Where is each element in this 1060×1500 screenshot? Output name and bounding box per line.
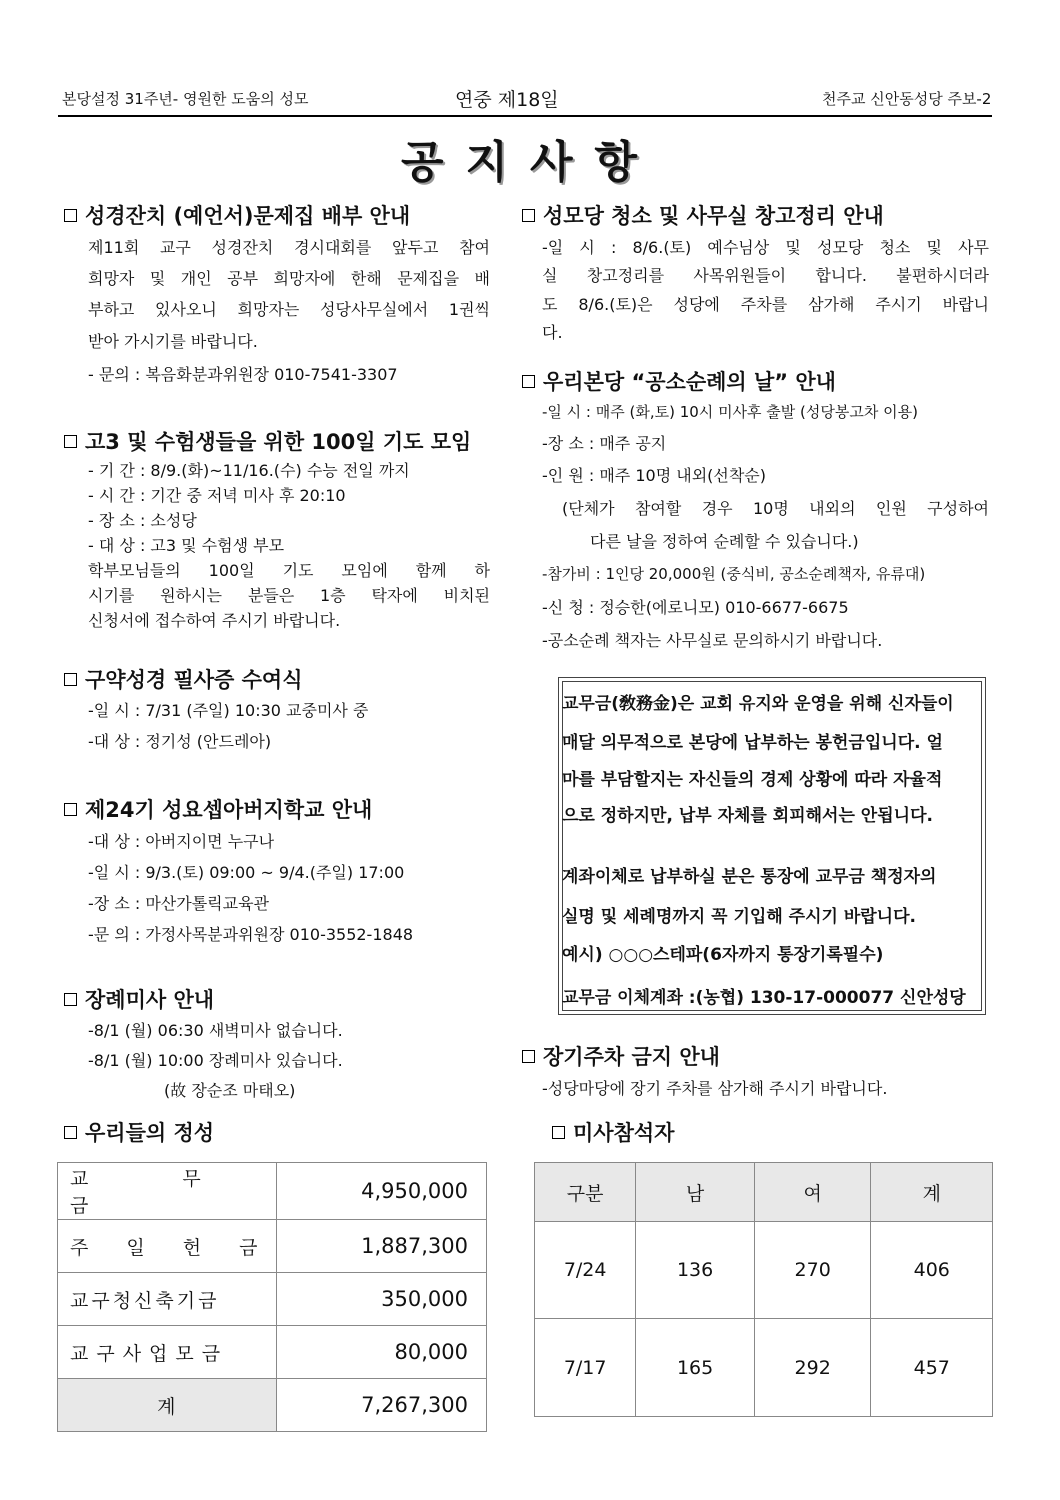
text-line: - 대 상 : 고3 및 수험생 부모 xyxy=(88,536,285,555)
text-line: 제11회 교구 성경잔치 경시대회를 앞두고 참여 xyxy=(88,238,490,257)
table-cell: 136 xyxy=(636,1222,755,1319)
text-line: -대 상 : 정기성 (안드레아) xyxy=(88,732,272,751)
text-line: -공소순례 책자는 사무실로 문의하시기 바랍니다. xyxy=(542,631,883,650)
text-line: -8/1 (월) 10:00 장례미사 있습니다. xyxy=(88,1051,343,1070)
text-line: 학부모님들의 100일 기도 모임에 함께 하 xyxy=(88,561,490,580)
section-title: 고3 및 수험생들을 위한 100일 기도 모임 xyxy=(64,426,471,456)
table-row xyxy=(58,1326,487,1379)
text-line: - 문의 : 복음화분과위원장 010-7541-3307 xyxy=(88,365,398,384)
text-line: -참가비 : 1인당 20,000원 (중식비, 공소순례책자, 유류대) xyxy=(542,565,926,583)
checkbox-icon xyxy=(522,1050,535,1063)
text-line: -성당마당에 장기 주차를 삼가해 주시기 바랍니다. xyxy=(542,1079,888,1098)
text-line: 시기를 원하시는 분들은 1층 탁자에 비치된 xyxy=(88,586,490,605)
table-cell: 457 xyxy=(871,1319,993,1417)
page-title: 공지사항 xyxy=(400,137,659,188)
text-line: -일 시 : 7/31 (주일) 10:30 교중미사 중 xyxy=(88,701,369,720)
offering-total-value: 7,267,300 xyxy=(276,1379,487,1432)
table-cell: 7/17 xyxy=(535,1319,636,1417)
table-row xyxy=(58,1220,487,1273)
offering-label: 교구청신축기금 xyxy=(58,1273,277,1326)
offering-value: 1,887,300 xyxy=(276,1220,487,1273)
text-line: (단체가 참여할 경우 10명 내외의 인원 구성하여 xyxy=(562,499,989,518)
column-header: 구분 xyxy=(535,1163,636,1222)
donation-line: 마를 부담할지는 자신들의 경제 상황에 따라 자율적 xyxy=(562,770,943,790)
checkbox-icon xyxy=(64,1126,77,1139)
donation-line: 으로 정하지만, 납부 자체를 회피해서는 안됩니다. xyxy=(562,806,933,826)
table-row xyxy=(535,1319,993,1417)
offering-label: 교 무 금 xyxy=(58,1163,277,1220)
donation-line: 매달 의무적으로 본당에 납부하는 봉헌금입니다. 얼 xyxy=(562,733,943,753)
column-header: 계 xyxy=(871,1163,993,1222)
text-line: 다. xyxy=(542,323,563,342)
table-cell: 165 xyxy=(636,1319,755,1417)
text-line: (故 장순조 마태오) xyxy=(164,1081,296,1100)
text-line: 부하고 있사오니 희망자는 성당사무실에서 1권씩 xyxy=(88,300,490,319)
checkbox-icon xyxy=(64,209,77,222)
section-title: 제24기 성요셉아버지학교 안내 xyxy=(64,794,372,824)
offering-label: 교구사업모금 xyxy=(58,1326,277,1379)
attendance-title: 미사참석자 xyxy=(552,1117,674,1147)
text-line: -8/1 (월) 06:30 새벽미사 없습니다. xyxy=(88,1021,343,1040)
text-line: -문 의 : 가정사목분과위원장 010-3552-1848 xyxy=(88,925,414,944)
offering-label: 주 일 헌 금 xyxy=(58,1220,277,1273)
offering-value: 4,950,000 xyxy=(276,1163,487,1220)
offerings-title: 우리들의 정성 xyxy=(64,1117,214,1147)
checkbox-icon xyxy=(522,209,535,222)
section-title: 우리본당 “공소순례의 날” 안내 xyxy=(522,366,836,396)
text-line: -인 원 : 매주 10명 내외(선착순) xyxy=(542,466,766,485)
section-title: 장례미사 안내 xyxy=(64,984,214,1014)
column-header: 남 xyxy=(636,1163,755,1222)
section-title: 성모당 청소 및 사무실 창고정리 안내 xyxy=(522,200,884,230)
text-line: -대 상 : 아버지이면 누구나 xyxy=(88,832,275,851)
donation-line: 실명 및 세례명까지 꼭 기입해 주시기 바랍니다. xyxy=(562,907,916,927)
text-line: 희망자 및 개인 공부 희망자에 한해 문제집을 배 xyxy=(88,269,490,288)
header-right: 천주교 신안동성당 주보-2 xyxy=(822,90,992,108)
table-header-row xyxy=(535,1163,993,1222)
text-line: 받아 가시기를 바랍니다. xyxy=(88,332,258,351)
text-line: - 기 간 : 8/9.(화)~11/16.(수) 수능 전일 까지 xyxy=(88,461,410,480)
offering-value: 80,000 xyxy=(276,1326,487,1379)
checkbox-icon xyxy=(522,375,535,388)
table-row xyxy=(58,1273,487,1326)
text-line: - 시 간 : 기간 중 저녁 미사 후 20:10 xyxy=(88,486,346,505)
header-center: 연중 제18일 xyxy=(455,89,559,111)
text-line: 신청서에 접수하여 주시기 바랍니다. xyxy=(88,611,341,630)
text-line: -신 청 : 정승한(에로니모) 010-6677-6675 xyxy=(542,598,849,617)
checkbox-icon xyxy=(552,1126,565,1139)
table-cell: 7/24 xyxy=(535,1222,636,1319)
table-row xyxy=(58,1379,487,1432)
donation-line: 예시) ○○○스테파(6자까지 통장기록필수) xyxy=(562,945,884,965)
table-cell: 292 xyxy=(754,1319,871,1417)
text-line: 다른 날을 정하여 순례할 수 있습니다.) xyxy=(590,532,859,551)
checkbox-icon xyxy=(64,803,77,816)
text-line: -장 소 : 매주 공지 xyxy=(542,434,667,453)
text-line: -장 소 : 마산가톨릭교육관 xyxy=(88,894,269,913)
section-title: 성경잔치 (예언서)문제집 배부 안내 xyxy=(64,200,410,230)
donation-line: 계좌이체로 납부하실 분은 통장에 교무금 책정자의 xyxy=(562,867,937,887)
table-row xyxy=(58,1163,487,1220)
attendance-table xyxy=(534,1162,993,1417)
column-header: 여 xyxy=(754,1163,871,1222)
header-rule xyxy=(58,115,992,117)
checkbox-icon xyxy=(64,673,77,686)
text-line: - 장 소 : 소성당 xyxy=(88,511,197,530)
donation-line: 교무금(敎務金)은 교회 유지와 운영을 위해 신자들이 xyxy=(562,694,954,714)
offering-value: 350,000 xyxy=(276,1273,487,1326)
section-title: 구약성경 필사증 수여식 xyxy=(64,664,302,694)
donation-line: 교무금 이체계좌 :(농협) 130-17-000077 신안성당 xyxy=(562,988,966,1008)
text-line: 실 창고정리를 사목위원들이 합니다. 불편하시더라 xyxy=(542,266,989,285)
table-cell: 406 xyxy=(871,1222,993,1319)
table-cell: 270 xyxy=(754,1222,871,1319)
offerings-table xyxy=(57,1162,487,1432)
text-line: -일 시 : 9/3.(토) 09:00 ~ 9/4.(주일) 17:00 xyxy=(88,863,405,882)
checkbox-icon xyxy=(64,435,77,448)
checkbox-icon xyxy=(64,993,77,1006)
header-left: 본당설정 31주년- 영원한 도움의 성모 xyxy=(62,90,309,108)
text-line: 도 8/6.(토)은 성당에 주차를 삼가해 주시기 바랍니 xyxy=(542,295,989,314)
offering-total-label: 계 xyxy=(58,1379,277,1432)
table-row xyxy=(535,1222,993,1319)
section-title: 장기주차 금지 안내 xyxy=(522,1041,720,1071)
text-line: -일 시 : 매주 (화,토) 10시 미사후 출발 (성당봉고차 이용) xyxy=(542,403,918,421)
text-line: -일 시 : 8/6.(토) 예수님상 및 성모당 청소 및 사무 xyxy=(542,238,989,257)
